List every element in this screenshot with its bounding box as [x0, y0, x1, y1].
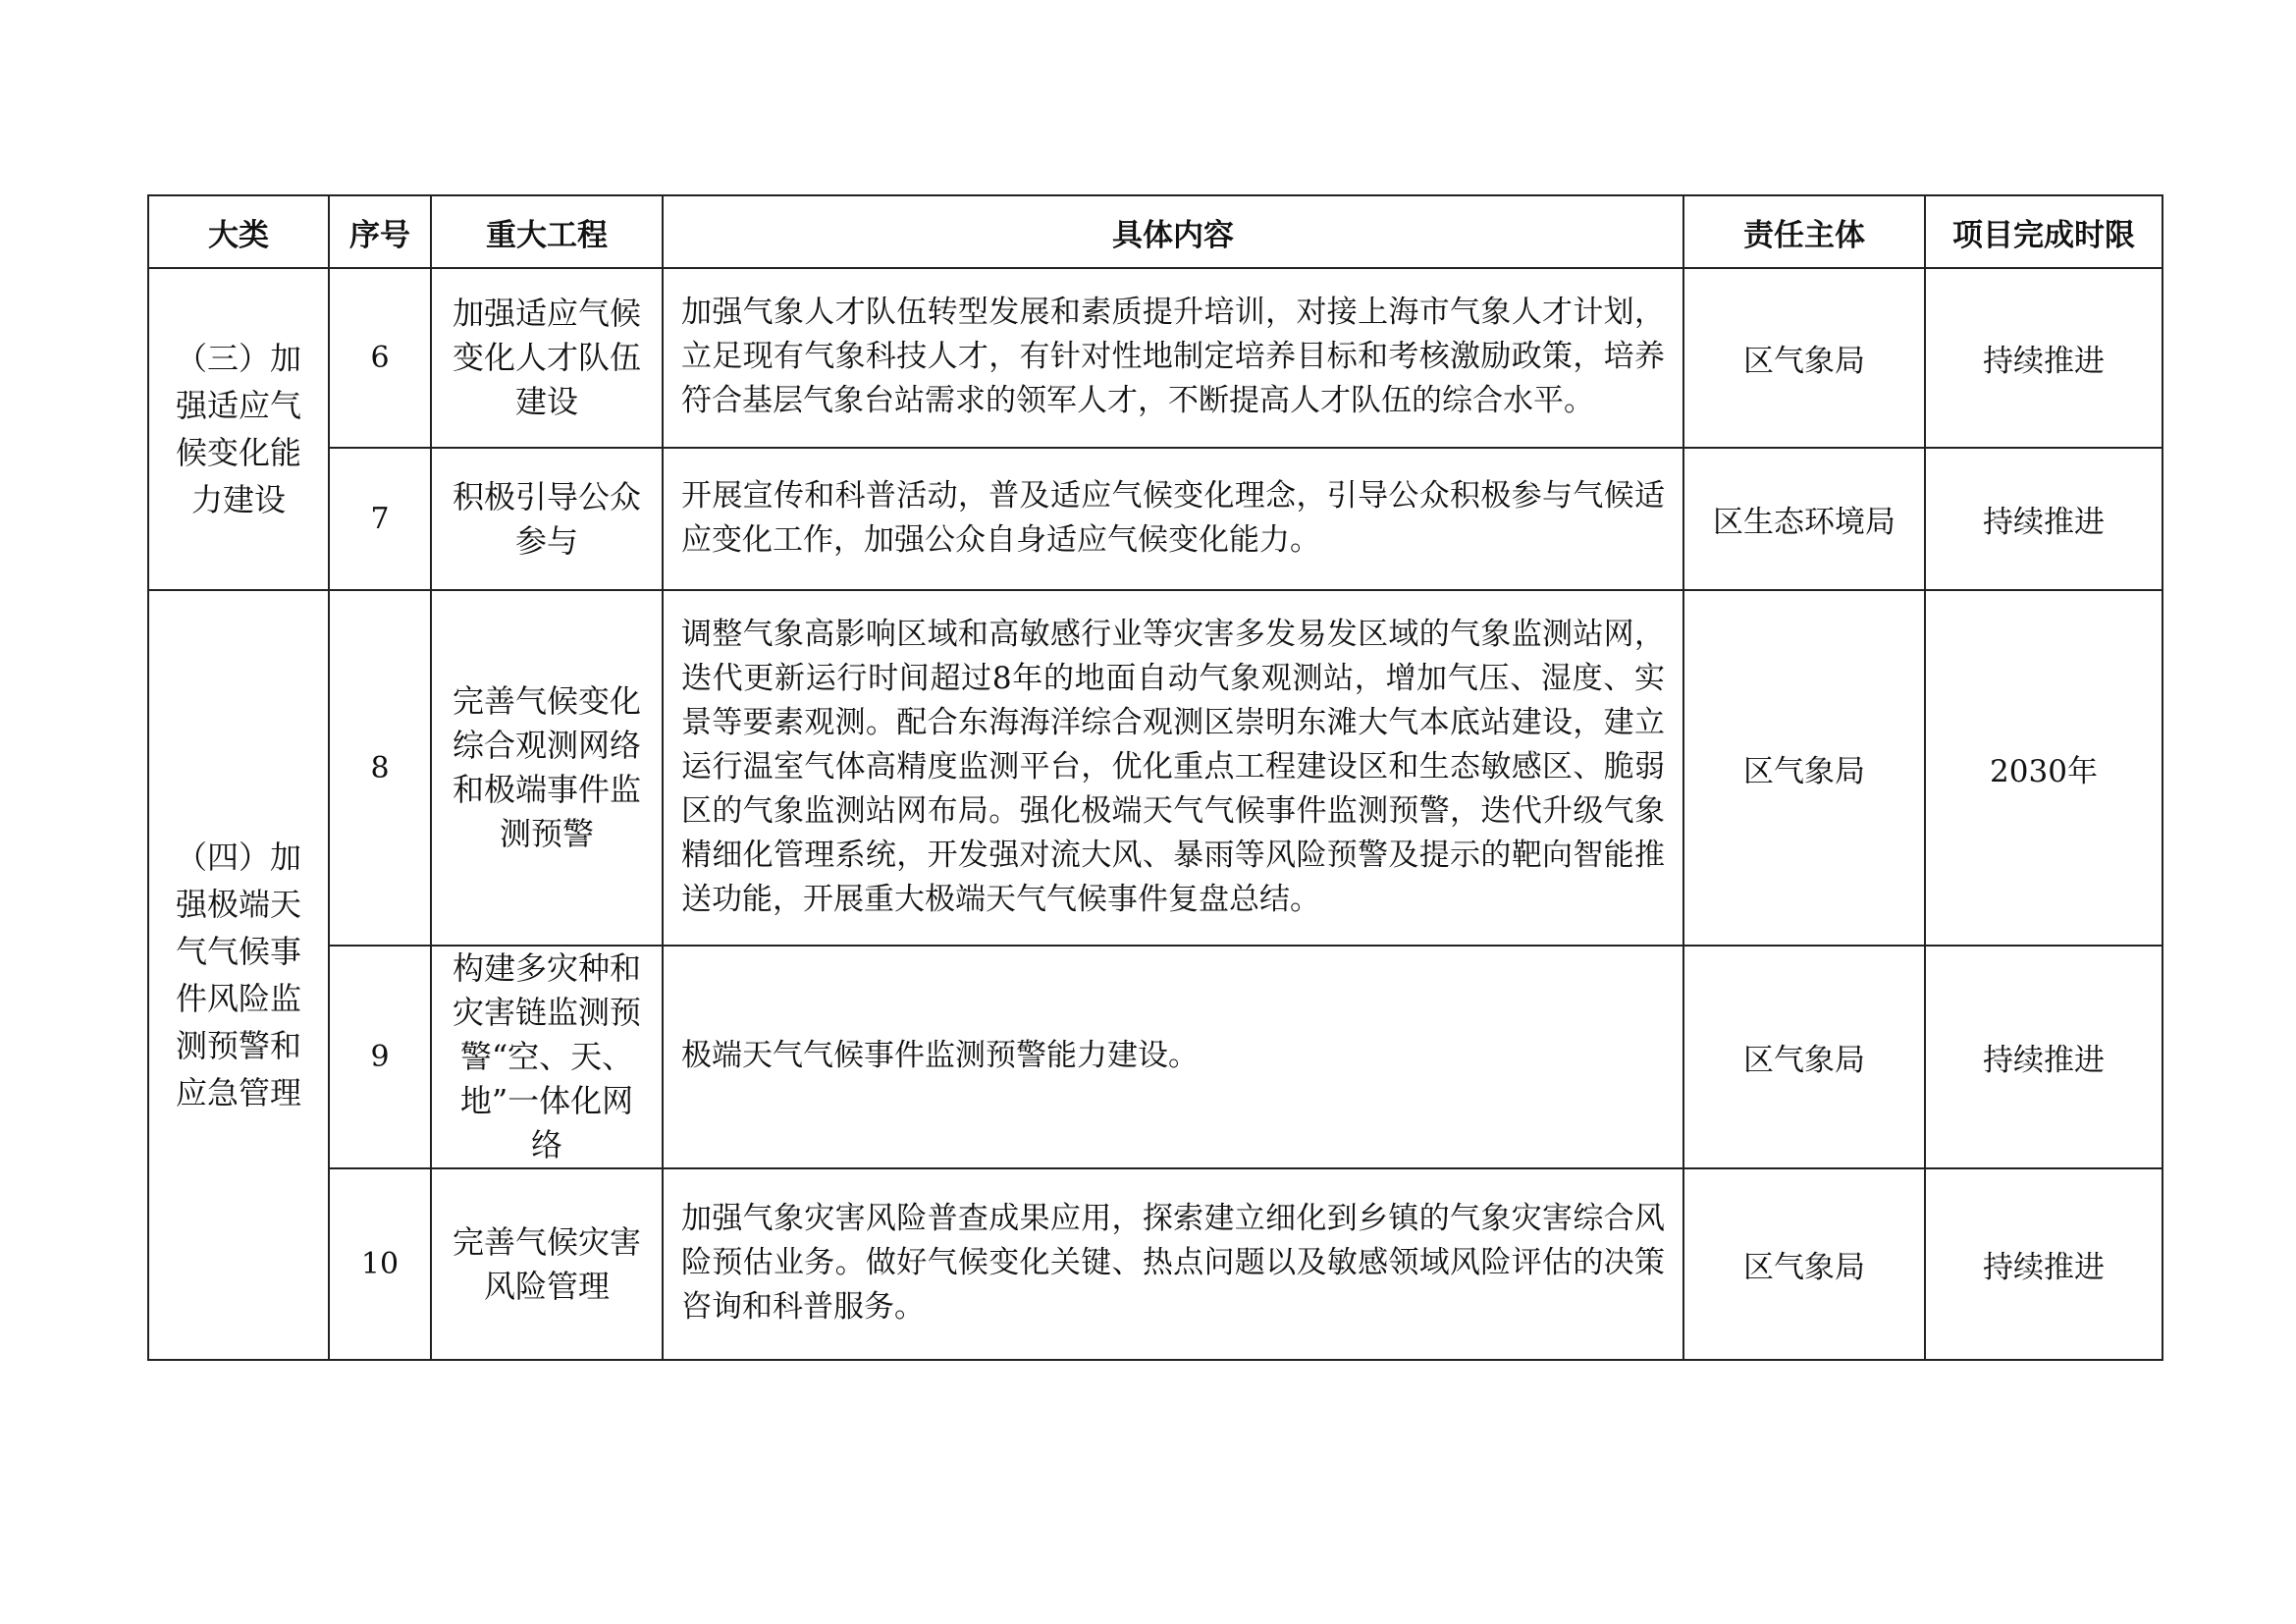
header-content: 具体内容 — [663, 195, 1683, 268]
content-cell: 开展宣传和科普活动，普及适应气候变化理念，引导公众积极参与气候适应变化工作，加强公众自身适应气候变化能力。 — [663, 448, 1683, 590]
content-cell: 调整气象高影响区域和高敏感行业等灾害多发易发区域的气象监测站网，迭代更新运行时间超过8年的地面自动气象观测站，增加气压、湿度、实景等要素观测。配合东海海洋综合观测区崇明东滩大气本底站建设，建立运行温室气体高精度监测平台，优化重点工程建设区和生态敏感区、脆弱区的气象监测站网布局。强化极端天气气候事件监测预警，迭代升级气象精细化管理系统，开发强对流大风、暴雨等风险预警及提示的靶向智能推送功能，开展重大极端天气气候事件复盘总结。 — [663, 590, 1683, 946]
category-cell: （三）加强适应气候变化能力建设 — [148, 268, 329, 590]
deadline-cell: 持续推进 — [1925, 946, 2163, 1168]
project-cell: 构建多灾种和灾害链监测预警“空、天、地”一体化网络 — [431, 946, 663, 1168]
table-row — [148, 1168, 2163, 1360]
responsible-cell: 区气象局 — [1683, 268, 1925, 448]
seq-cell: 7 — [329, 448, 431, 590]
seq-cell: 10 — [329, 1168, 431, 1360]
header-category: 大类 — [148, 195, 329, 268]
seq-cell: 9 — [329, 946, 431, 1168]
deadline-cell: 2030年 — [1925, 590, 2163, 946]
project-cell: 完善气候变化综合观测网络和极端事件监测预警 — [431, 590, 663, 946]
project-cell: 加强适应气候变化人才队伍建设 — [431, 268, 663, 448]
table-row — [148, 448, 2163, 590]
header-responsible: 责任主体 — [1683, 195, 1925, 268]
projects-table — [147, 194, 2163, 1361]
responsible-cell: 区气象局 — [1683, 946, 1925, 1168]
table-row — [148, 590, 2163, 946]
table-header-row — [148, 195, 2163, 268]
header-seq: 序号 — [329, 195, 431, 268]
content-cell: 极端天气气候事件监测预警能力建设。 — [663, 946, 1683, 1168]
project-cell: 完善气候灾害风险管理 — [431, 1168, 663, 1360]
header-project: 重大工程 — [431, 195, 663, 268]
content-cell: 加强气象人才队伍转型发展和素质提升培训，对接上海市气象人才计划，立足现有气象科技人才，有针对性地制定培养目标和考核激励政策，培养符合基层气象台站需求的领军人才，不断提高人才队伍的综合水平。 — [663, 268, 1683, 448]
category-cell: （四）加强极端天气气候事件风险监测预警和应急管理 — [148, 590, 329, 1360]
project-cell: 积极引导公众参与 — [431, 448, 663, 590]
seq-cell: 8 — [329, 590, 431, 946]
table-row — [148, 946, 2163, 1168]
responsible-cell: 区生态环境局 — [1683, 448, 1925, 590]
responsible-cell: 区气象局 — [1683, 590, 1925, 946]
seq-cell: 6 — [329, 268, 431, 448]
deadline-cell: 持续推进 — [1925, 448, 2163, 590]
responsible-cell: 区气象局 — [1683, 1168, 1925, 1360]
header-deadline: 项目完成时限 — [1925, 195, 2163, 268]
content-cell: 加强气象灾害风险普查成果应用，探索建立细化到乡镇的气象灾害综合风险预估业务。做好气候变化关键、热点问题以及敏感领域风险评估的决策咨询和科普服务。 — [663, 1168, 1683, 1360]
table-row — [148, 268, 2163, 448]
deadline-cell: 持续推进 — [1925, 1168, 2163, 1360]
deadline-cell: 持续推进 — [1925, 268, 2163, 448]
